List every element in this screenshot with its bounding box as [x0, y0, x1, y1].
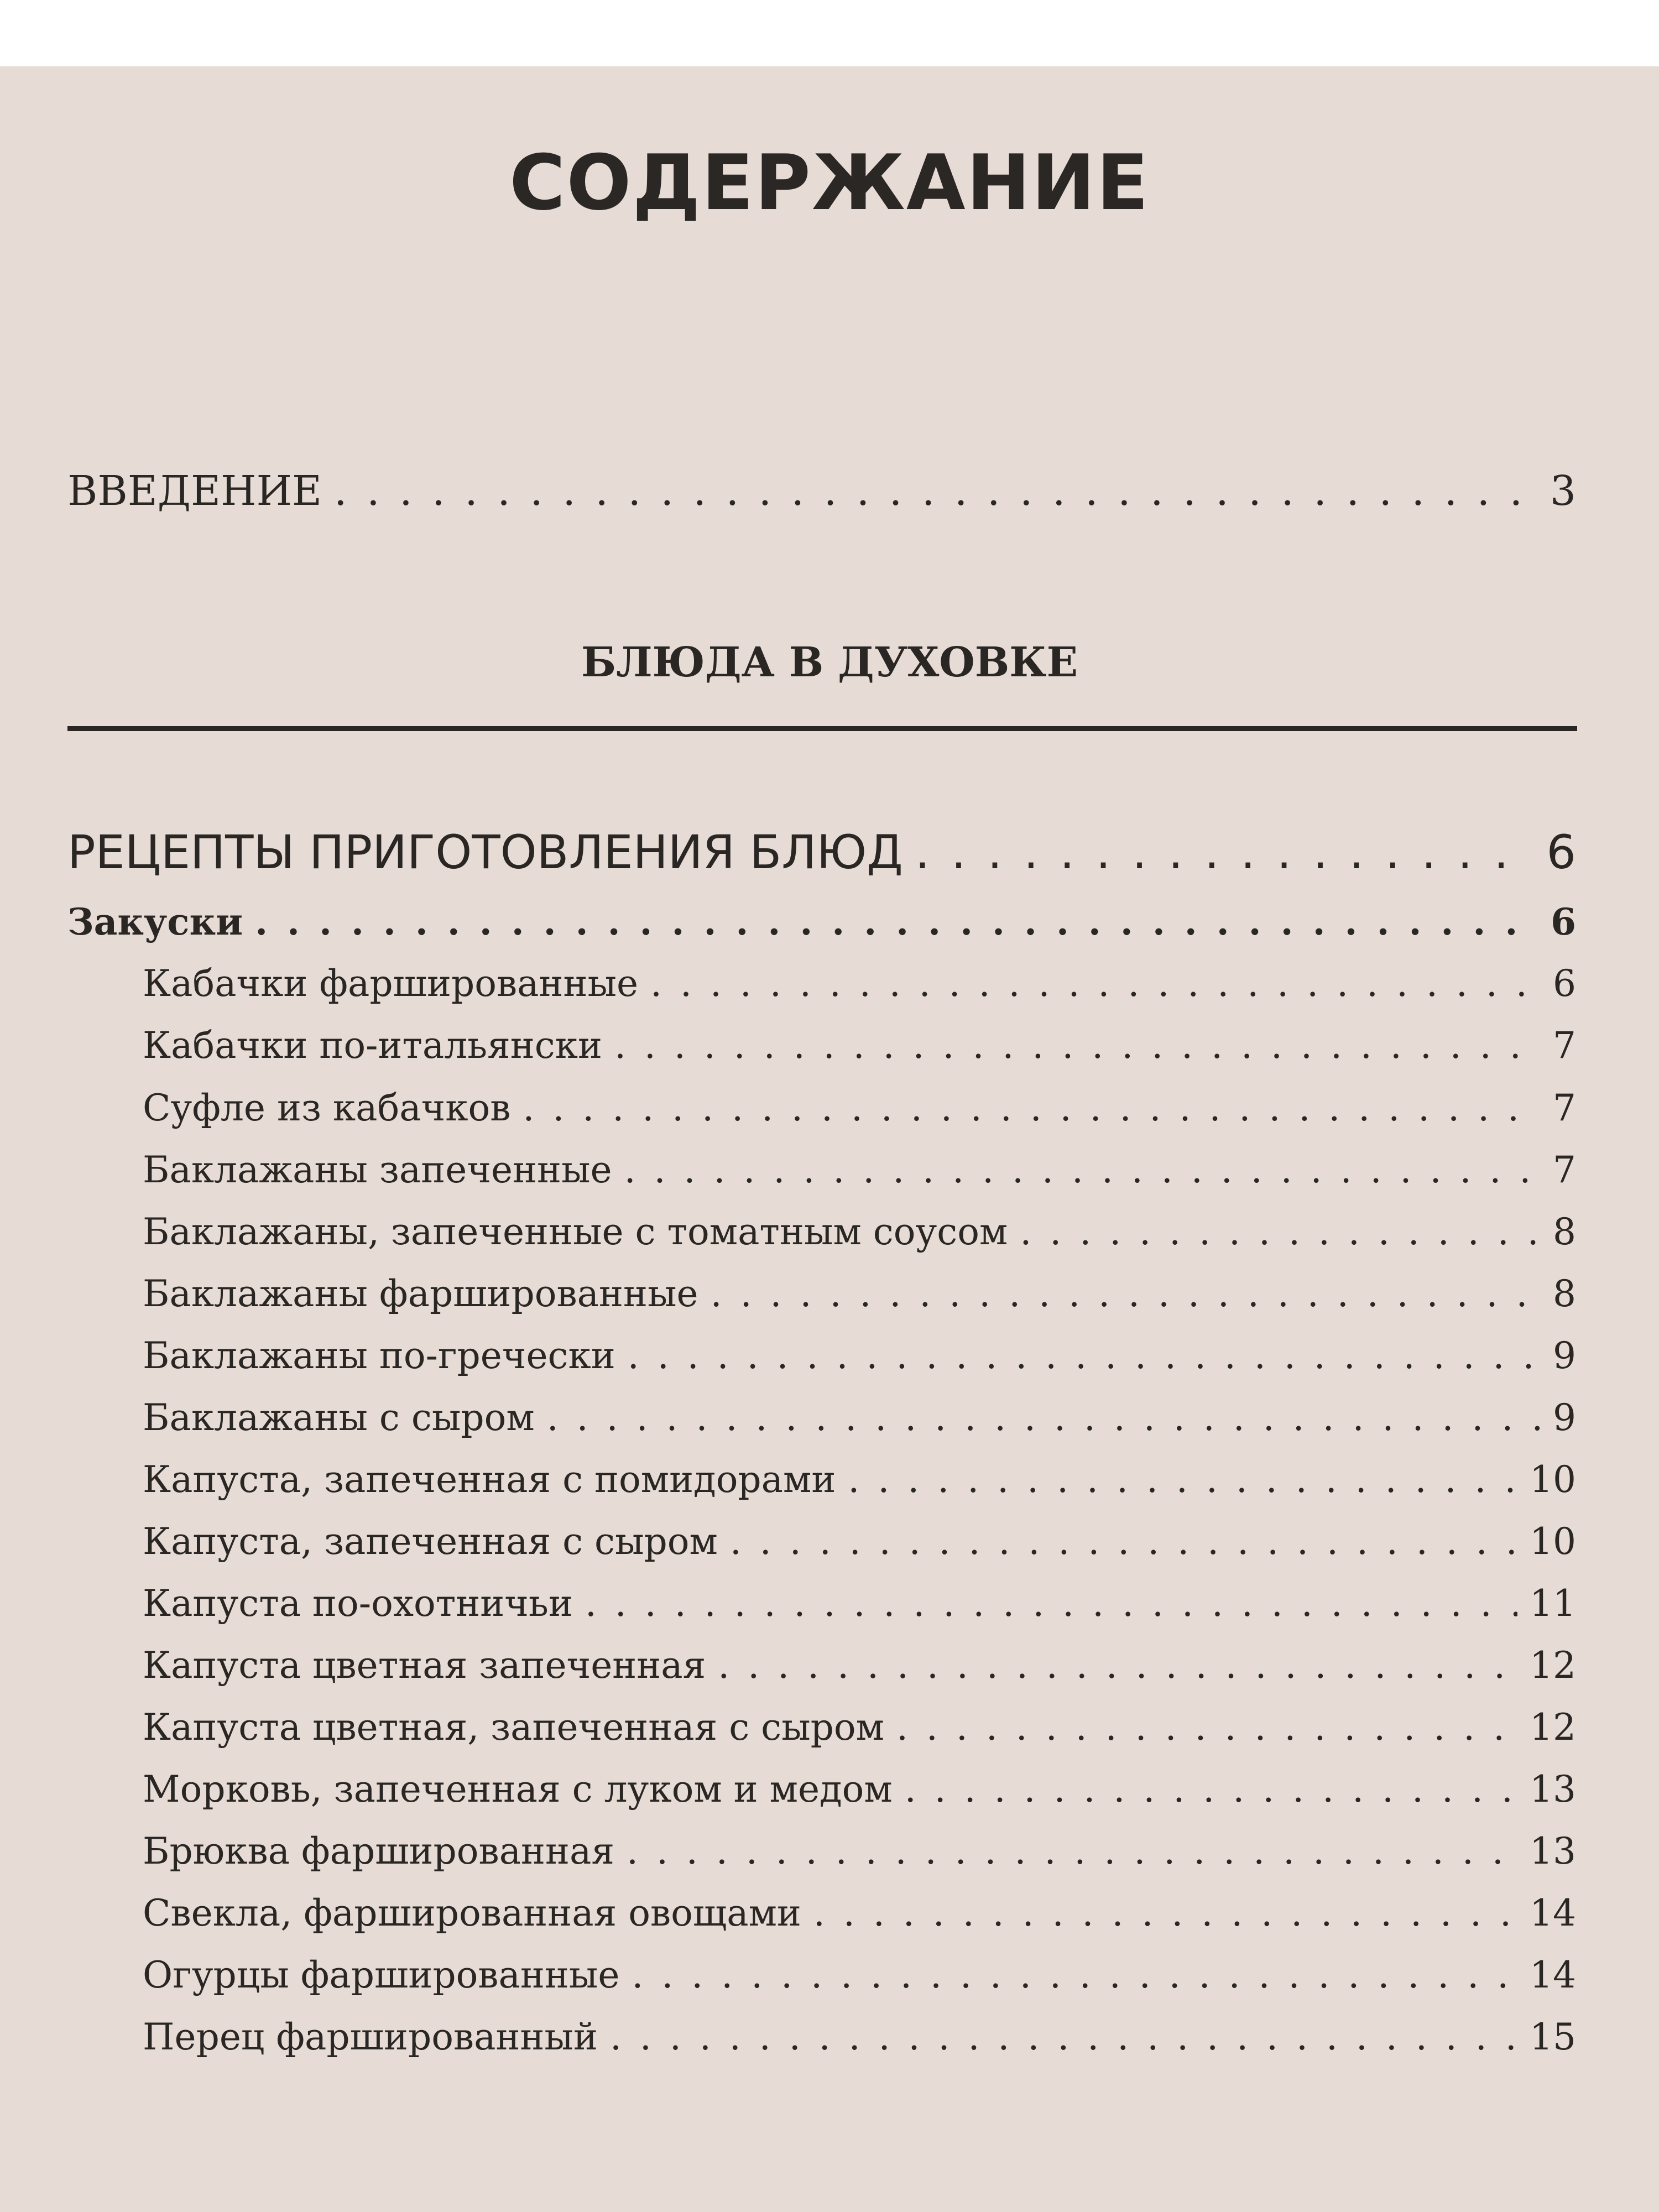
- toc-entry-page: 9: [1553, 1396, 1576, 1439]
- dot-leader: [585, 1582, 1517, 1625]
- toc-entry-page: 8: [1553, 1211, 1576, 1253]
- toc-entry-page: 7: [1553, 1024, 1576, 1067]
- dot-leader: [650, 962, 1541, 1005]
- dot-leader: [523, 1087, 1541, 1129]
- toc-entry: [143, 962, 1576, 1005]
- toc-entry: [143, 1149, 1576, 1191]
- toc-chapter-page: 6: [1546, 825, 1576, 879]
- toc-entry-label: Капуста цветная, запеченная с сыром: [143, 1706, 884, 1749]
- dot-leader: [848, 1458, 1517, 1501]
- dot-leader: [896, 1706, 1517, 1749]
- toc-entry-label: Капуста цветная запеченная: [143, 1644, 706, 1687]
- toc-entry: [143, 1892, 1576, 1934]
- toc-entry-label: Кабачки по-итальянски: [143, 1024, 602, 1067]
- toc-entry-page: 10: [1530, 1458, 1576, 1501]
- dot-leader: [334, 467, 1538, 515]
- toc-entry-page: 15: [1530, 2016, 1576, 2058]
- toc-entry: [143, 1272, 1576, 1315]
- dot-leader: [628, 1334, 1541, 1377]
- dot-leader: [1020, 1211, 1541, 1253]
- toc-subsection: [67, 900, 1576, 943]
- dot-leader: [255, 900, 1538, 943]
- toc-entry-page: 14: [1530, 1954, 1576, 1996]
- toc-entry-page: 6: [1553, 962, 1576, 1005]
- toc-entry: [143, 1024, 1576, 1067]
- toc-entry-label: Баклажаны фаршированные: [143, 1272, 698, 1315]
- dot-leader: [547, 1396, 1541, 1439]
- book-page: [0, 66, 1659, 2212]
- toc-entry: [143, 1830, 1576, 1872]
- toc-entry-label: Огурцы фаршированные: [143, 1954, 620, 1996]
- dot-leader: [610, 2016, 1517, 2058]
- toc-entry-page: 12: [1530, 1644, 1576, 1687]
- toc-entry: [143, 1706, 1576, 1749]
- toc-entry-label: Капуста, запеченная с сыром: [143, 1520, 718, 1563]
- toc-entry: [143, 1087, 1576, 1129]
- toc-entry-page: 7: [1553, 1087, 1576, 1129]
- dot-leader: [813, 1892, 1517, 1934]
- toc-entry: [143, 1768, 1576, 1811]
- dot-leader: [711, 1272, 1541, 1315]
- toc-entry: [143, 1458, 1576, 1501]
- toc-entry: [143, 1396, 1576, 1439]
- toc-entry: [143, 1582, 1576, 1625]
- toc-entry: [143, 1954, 1576, 1996]
- dot-leader: [632, 1954, 1517, 1996]
- toc-entry: [143, 2016, 1576, 2058]
- toc-entry-label: Морковь, запеченная с луком и медом: [143, 1768, 893, 1811]
- toc-intro: [67, 467, 1576, 515]
- toc-entry-label: Брюква фаршированная: [143, 1830, 615, 1872]
- toc-entry-label: Баклажаны запеченные: [143, 1149, 612, 1191]
- toc-entry-label: Баклажаны с сыром: [143, 1396, 535, 1439]
- toc-entry-label: Капуста, запеченная с помидорами: [143, 1458, 836, 1501]
- dot-leader: [730, 1520, 1517, 1563]
- toc-entry: [143, 1644, 1576, 1687]
- toc-entry: [143, 1334, 1576, 1377]
- toc-entry-page: 9: [1553, 1334, 1576, 1377]
- toc-entry: [143, 1520, 1576, 1563]
- toc-intro-page: 3: [1550, 467, 1576, 515]
- toc-entry-page: 11: [1530, 1582, 1576, 1625]
- toc-entry: [143, 1211, 1576, 1253]
- toc-entry-label: Суфле из кабачков: [143, 1087, 511, 1129]
- dot-leader: [905, 1768, 1517, 1811]
- toc-entry-page: 10: [1530, 1520, 1576, 1563]
- dot-leader: [915, 825, 1535, 879]
- section-divider: [67, 726, 1577, 731]
- toc-entry-label: Перец фаршированный: [143, 2016, 598, 2058]
- toc-chapter: [67, 825, 1576, 879]
- page-title: СОДЕРЖАНИЕ: [509, 138, 1150, 227]
- toc-entry-label: Баклажаны, запеченные с томатным соусом: [143, 1211, 1008, 1253]
- toc-intro-label: ВВЕДЕНИЕ: [67, 467, 322, 515]
- section-heading: БЛЮДА В ДУХОВКЕ: [581, 639, 1078, 686]
- toc-entry-page: 13: [1530, 1768, 1576, 1811]
- toc-entry-label: Кабачки фаршированные: [143, 962, 639, 1005]
- dot-leader: [718, 1644, 1517, 1687]
- toc-entry-label: Баклажаны по-гречески: [143, 1334, 615, 1377]
- toc-subsection-page: 6: [1551, 900, 1576, 943]
- toc-entry-page: 13: [1530, 1830, 1576, 1872]
- toc-entry-label: Капуста по-охотничьи: [143, 1582, 573, 1625]
- toc-entry-label: Свекла, фаршированная овощами: [143, 1892, 801, 1934]
- dot-leader: [627, 1830, 1517, 1872]
- toc-subsection-label: Закуски: [67, 900, 243, 943]
- toc-entry-page: 14: [1530, 1892, 1576, 1934]
- dot-leader: [624, 1149, 1541, 1191]
- toc-entry-page: 12: [1530, 1706, 1576, 1749]
- toc-entry-page: 8: [1553, 1272, 1576, 1315]
- toc-chapter-label: РЕЦЕПТЫ ПРИГОТОВЛЕНИЯ БЛЮД: [67, 825, 903, 879]
- dot-leader: [614, 1024, 1541, 1067]
- toc-entry-page: 7: [1553, 1149, 1576, 1191]
